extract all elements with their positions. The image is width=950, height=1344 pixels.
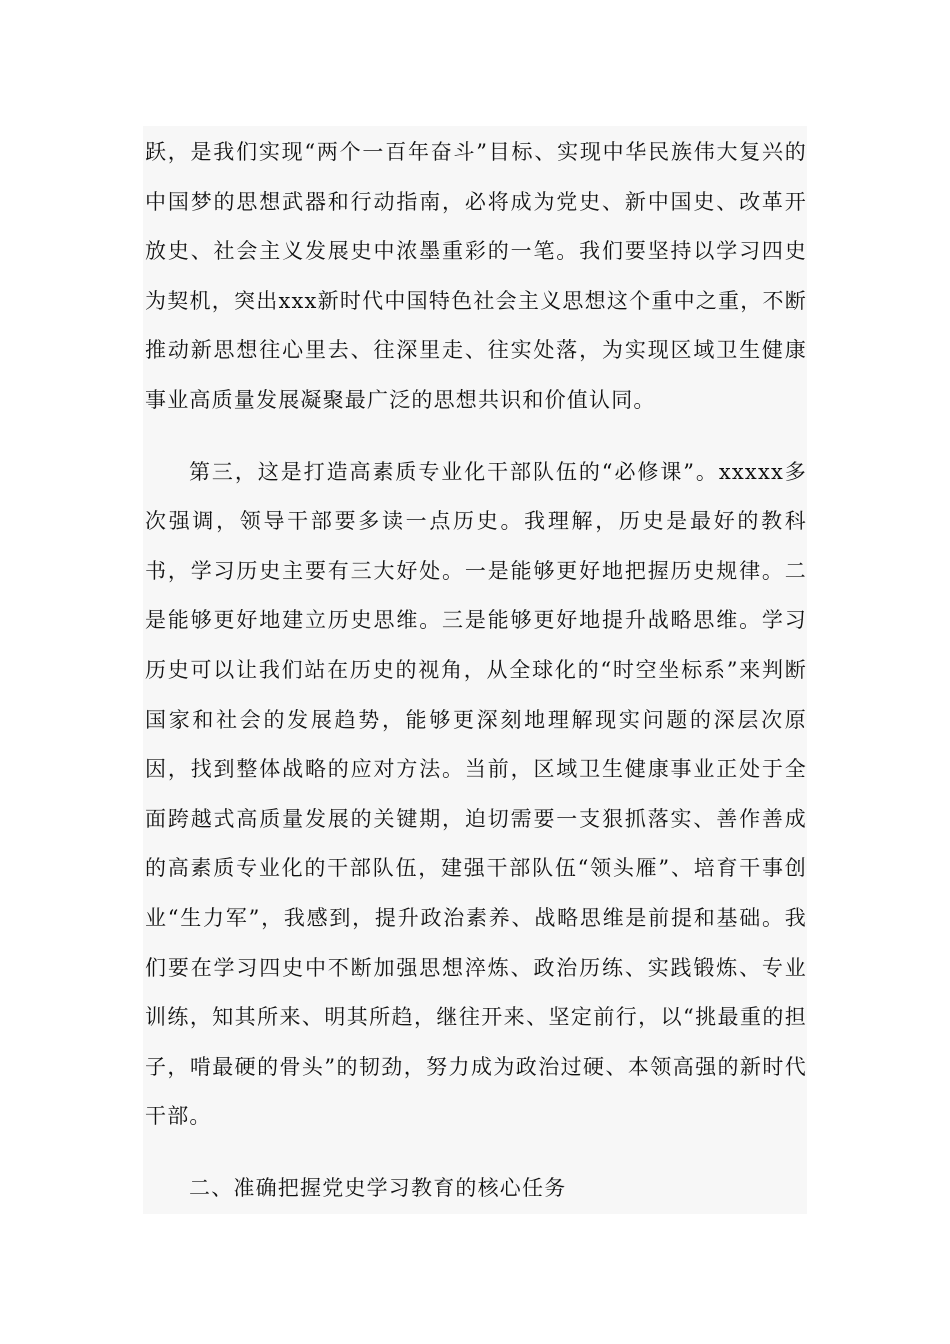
document-body [145, 128, 807, 1213]
paragraph-continued: 跃，是我们实现“两个一百年奋斗”目标、实现中华民族伟大复兴的中国梦的思想武器和行动指南，必将成为党史、新中国史、改革开放史、社会主义发展史中浓墨重彩的一笔。我们要坚持以学习四史为契机，突出xxx新时代中国特色社会主义思想这个重中之重，不断推动新思想往心里去、往深里走、往实处落，为实现区域卫生健康事业高质量发展凝聚最广泛的思想共识和价值认同。 [145, 140, 807, 412]
section-heading: 二、准确把握党史学习教育的核心任务 [189, 1175, 567, 1200]
paragraph-third-point: 第三，这是打造高素质专业化干部队伍的“必修课”。xxxxx多次强调，领导干部要多读一点历史。我理解，历史是最好的教科书，学习历史主要有三大好处。一是能够更好地把握历史规律。二是能够更好地建立历史思维。三是能够更好地提升战略思维。学习历史可以让我们站在历史的视角，从全球化的“时空坐标系”来判断国家和社会的发展趋势，能够更深刻地理解现实问题的深层次原因，找到整体战略的应对方法。当前，区域卫生健康事业正处于全面跨越式高质量发展的关键期，迫切需要一支狠抓落实、善作善成的高素质专业化的干部队伍，建强干部队伍“领头雁”、培育干事创业“生力军”，我感到，提升政治素养、战略思维是前提和基础。我们要在学习四史中不断加强思想淬炼、政治历练、实践锻炼、专业训练，知其所来、明其所趋，继往开来、坚定前行，以“挑最重的担子，啃最硬的骨头”的韧劲，努力成为政治过硬、本领高强的新时代干部。 [145, 459, 807, 1129]
